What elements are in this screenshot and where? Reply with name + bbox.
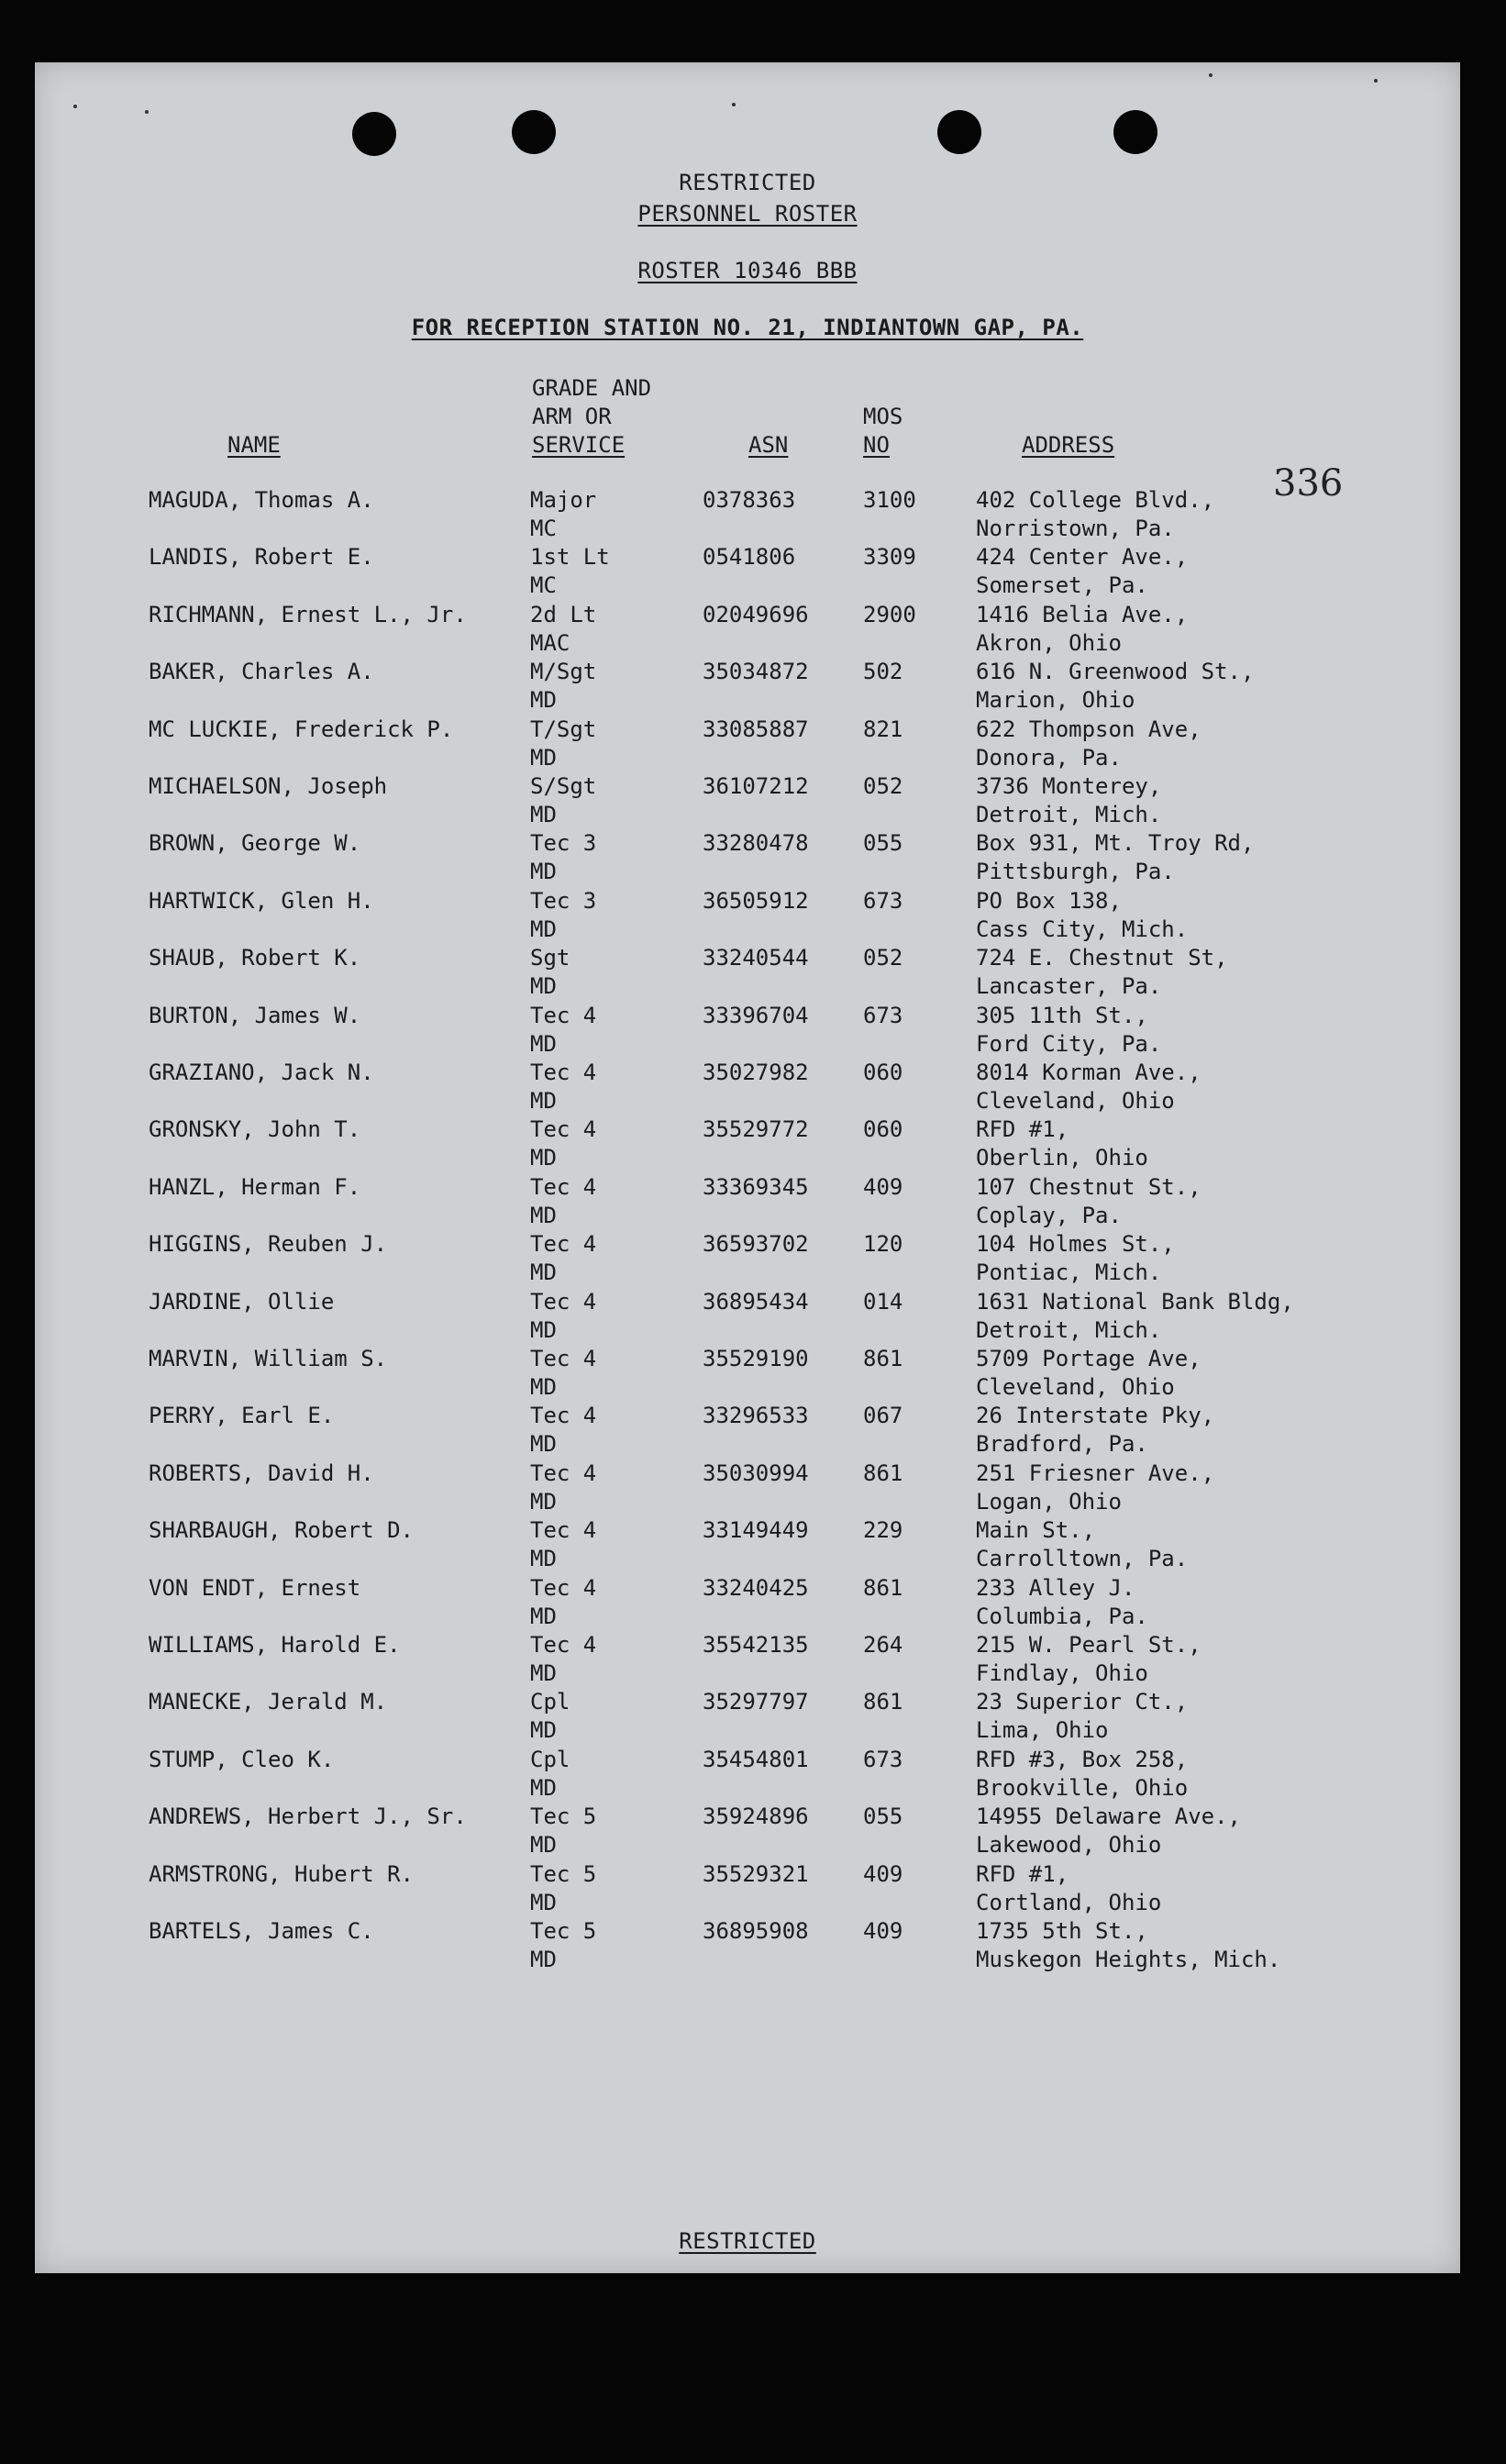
classification-top: RESTRICTED — [679, 170, 816, 195]
address-line2-cell: Marion, Ohio — [976, 687, 1135, 714]
arm-cell: MD — [530, 687, 557, 714]
table-row — [35, 887, 1460, 944]
name-cell: GRONSKY, John T. — [149, 1116, 361, 1143]
grade-cell: Tec 4 — [530, 1574, 597, 1601]
name-cell: RICHMANN, Ernest L., Jr. — [149, 601, 467, 627]
asn-cell: 35529190 — [703, 1346, 809, 1371]
address-line1-cell: 107 Chestnut St., — [976, 1173, 1201, 1200]
mos-cell: 821 — [863, 716, 903, 742]
grade-cell: Cpl — [530, 1689, 570, 1715]
table-row — [35, 1917, 1460, 1974]
grade-cell: Tec 4 — [530, 1403, 597, 1429]
grade-cell: Tec 4 — [530, 1632, 597, 1658]
asn-cell: 35027982 — [703, 1060, 809, 1085]
mos-cell: 264 — [863, 1632, 903, 1658]
name-cell: WILLIAMS, Harold E. — [149, 1632, 401, 1658]
grade-cell: Tec 4 — [530, 1517, 597, 1544]
mos-cell: 409 — [863, 1860, 903, 1887]
name-cell: MICHAELSON, Joseph — [149, 773, 388, 799]
arm-cell: MD — [530, 1488, 557, 1515]
mos-cell: 861 — [863, 1689, 903, 1715]
speck — [1209, 73, 1213, 77]
col-header-mos-1: MOS — [863, 404, 903, 429]
address-line1-cell: 251 Friesner Ave., — [976, 1460, 1215, 1486]
arm-cell: MD — [530, 744, 557, 771]
arm-cell: MD — [530, 1717, 557, 1744]
table-row — [35, 1173, 1460, 1230]
arm-cell: MD — [530, 1088, 557, 1114]
table-row — [35, 1860, 1460, 1917]
address-line1-cell: 402 College Blvd., — [976, 487, 1215, 513]
table-row — [35, 1115, 1460, 1172]
name-cell: MAGUDA, Thomas A. — [149, 487, 374, 513]
table-row — [35, 601, 1460, 658]
address-line1-cell: 616 N. Greenwood St., — [976, 659, 1255, 685]
arm-cell: MC — [530, 516, 557, 541]
arm-cell: MD — [530, 1603, 557, 1629]
mos-cell: 3309 — [863, 544, 916, 571]
mos-cell: 409 — [863, 1173, 903, 1200]
address-line1-cell: 424 Center Ave., — [976, 544, 1189, 571]
name-cell: STUMP, Cleo K. — [149, 1746, 335, 1772]
name-cell: GRAZIANO, Jack N. — [149, 1060, 374, 1085]
address-line1-cell: RFD #3, Box 258, — [976, 1746, 1189, 1772]
mos-cell: 2900 — [863, 601, 916, 627]
address-line2-cell: Pontiac, Mich. — [976, 1260, 1162, 1286]
mos-cell: 673 — [863, 887, 903, 914]
mos-cell: 060 — [863, 1060, 903, 1085]
asn-cell: 33280478 — [703, 830, 809, 857]
address-line2-cell: Lancaster, Pa. — [976, 973, 1162, 1000]
arm-cell: MD — [530, 1947, 557, 1972]
address-line2-cell: Coplay, Pa. — [976, 1202, 1122, 1228]
address-line2-cell: Donora, Pa. — [976, 744, 1122, 771]
grade-cell: Tec 5 — [530, 1918, 597, 1944]
grade-cell: Tec 4 — [530, 1231, 597, 1258]
arm-cell: MD — [530, 1889, 557, 1915]
roster-title: PERSONNEL ROSTER — [637, 201, 858, 227]
asn-cell: 36505912 — [703, 887, 809, 914]
grade-cell: Tec 4 — [530, 1002, 597, 1028]
classification-bottom: RESTRICTED — [679, 2228, 816, 2254]
punch-hole — [352, 112, 396, 156]
grade-cell: Tec 3 — [530, 830, 597, 857]
address-line2-cell: Detroit, Mich. — [976, 802, 1162, 827]
mos-cell: 014 — [863, 1288, 903, 1315]
address-line2-cell: Bradford, Pa. — [976, 1431, 1148, 1458]
grade-cell: 2d Lt — [530, 601, 597, 627]
address-line2-cell: Muskegon Heights, Mich. — [976, 1947, 1281, 1972]
table-row — [35, 543, 1460, 600]
address-line1-cell: 104 Holmes St., — [976, 1231, 1175, 1258]
col-header-grade-1: GRADE AND — [532, 375, 652, 401]
table-row — [35, 1059, 1460, 1115]
arm-cell: MD — [530, 973, 557, 1000]
table-row — [35, 1230, 1460, 1287]
name-cell: HARTWICK, Glen H. — [149, 887, 374, 914]
grade-cell: M/Sgt — [530, 659, 597, 685]
grade-cell: Tec 5 — [530, 1860, 597, 1887]
address-line2-cell: Oberlin, Ohio — [976, 1145, 1148, 1171]
mos-cell: 060 — [863, 1116, 903, 1143]
grade-cell: Tec 4 — [530, 1116, 597, 1143]
document-page — [35, 62, 1460, 2273]
name-cell: BARTELS, James C. — [149, 1918, 374, 1944]
address-line2-cell: Akron, Ohio — [976, 629, 1122, 656]
mos-cell: 409 — [863, 1918, 903, 1944]
address-line2-cell: Logan, Ohio — [976, 1488, 1122, 1515]
arm-cell: MAC — [530, 629, 570, 656]
name-cell: BAKER, Charles A. — [149, 659, 374, 685]
asn-cell: 36107212 — [703, 773, 809, 799]
address-line2-cell: Norristown, Pa. — [976, 516, 1175, 541]
table-row — [35, 1574, 1460, 1631]
asn-cell: 0378363 — [703, 487, 796, 513]
arm-cell: MD — [530, 1546, 557, 1572]
name-cell: BURTON, James W. — [149, 1002, 361, 1028]
arm-cell: MD — [530, 1660, 557, 1686]
table-row — [35, 1688, 1460, 1745]
address-line2-cell: Columbia, Pa. — [976, 1603, 1148, 1629]
address-line2-cell: Cleveland, Ohio — [976, 1374, 1175, 1400]
arm-cell: MD — [530, 1316, 557, 1343]
mos-cell: 120 — [863, 1231, 903, 1258]
name-cell: MC LUCKIE, Frederick P. — [149, 716, 454, 742]
address-line1-cell: 26 Interstate Pky, — [976, 1403, 1215, 1429]
name-cell: SHAUB, Robert K. — [149, 945, 361, 971]
address-line1-cell: 14955 Delaware Ave., — [976, 1804, 1241, 1830]
address-line2-cell: Somerset, Pa. — [976, 572, 1148, 599]
name-cell: ANDREWS, Herbert J., Sr. — [149, 1804, 467, 1830]
grade-cell: Tec 5 — [530, 1804, 597, 1830]
roster-number: ROSTER 10346 BBB — [637, 258, 858, 283]
address-line1-cell: 5709 Portage Ave, — [976, 1346, 1201, 1371]
address-line1-cell: PO Box 138, — [976, 887, 1122, 914]
address-line1-cell: Box 931, Mt. Troy Rd, — [976, 830, 1255, 857]
table-row — [35, 1460, 1460, 1516]
asn-cell: 36593702 — [703, 1231, 809, 1258]
arm-cell: MC — [530, 572, 557, 599]
table-row — [35, 829, 1460, 886]
address-line1-cell: 1735 5th St., — [976, 1918, 1148, 1944]
address-line1-cell: 724 E. Chestnut St, — [976, 945, 1228, 971]
address-line2-cell: Cortland, Ohio — [976, 1889, 1162, 1915]
asn-cell: 33369345 — [703, 1173, 809, 1200]
table-row — [35, 1746, 1460, 1803]
grade-cell: Tec 3 — [530, 887, 597, 914]
col-header-mos-2: NO — [863, 432, 890, 458]
speck — [145, 110, 149, 114]
asn-cell: 35924896 — [703, 1804, 809, 1830]
address-line2-cell: Ford City, Pa. — [976, 1030, 1162, 1057]
address-line1-cell: Main St., — [976, 1517, 1096, 1544]
asn-cell: 0541806 — [703, 544, 796, 571]
mos-cell: 3100 — [863, 487, 916, 513]
table-row — [35, 1516, 1460, 1573]
name-cell: ARMSTRONG, Hubert R. — [149, 1860, 414, 1887]
address-line1-cell: 3736 Monterey, — [976, 773, 1162, 799]
name-cell: JARDINE, Ollie — [149, 1288, 335, 1315]
address-line1-cell: 23 Superior Ct., — [976, 1689, 1189, 1715]
punch-hole — [1113, 110, 1157, 154]
address-line2-cell: Detroit, Mich. — [976, 1316, 1162, 1343]
page-number: 336 — [1273, 462, 1344, 505]
mos-cell: 861 — [863, 1574, 903, 1601]
address-line1-cell: 233 Alley J. — [976, 1574, 1135, 1601]
table-row — [35, 1803, 1460, 1859]
arm-cell: MD — [530, 1260, 557, 1286]
asn-cell: 35529772 — [703, 1116, 809, 1143]
arm-cell: MD — [530, 802, 557, 827]
name-cell: BROWN, George W. — [149, 830, 361, 857]
table-row — [35, 1002, 1460, 1059]
table-row — [35, 1288, 1460, 1345]
address-line1-cell: 1416 Belia Ave., — [976, 601, 1189, 627]
arm-cell: MD — [530, 1030, 557, 1057]
arm-cell: MD — [530, 916, 557, 942]
mos-cell: 861 — [863, 1346, 903, 1371]
mos-cell: 229 — [863, 1517, 903, 1544]
grade-cell: Tec 4 — [530, 1060, 597, 1085]
punch-hole — [512, 110, 556, 154]
grade-cell: Tec 4 — [530, 1346, 597, 1371]
table-row — [35, 1402, 1460, 1459]
table-row — [35, 716, 1460, 772]
address-line2-cell: Pittsburgh, Pa. — [976, 859, 1175, 885]
address-line1-cell: RFD #1, — [976, 1116, 1069, 1143]
mos-cell: 055 — [863, 1804, 903, 1830]
asn-cell: 35297797 — [703, 1689, 809, 1715]
address-line2-cell: Findlay, Ohio — [976, 1660, 1148, 1686]
name-cell: LANDIS, Robert E. — [149, 544, 374, 571]
name-cell: HIGGINS, Reuben J. — [149, 1231, 388, 1258]
mos-cell: 067 — [863, 1403, 903, 1429]
address-line2-cell: Lima, Ohio — [976, 1717, 1109, 1744]
address-line2-cell: Cass City, Mich. — [976, 916, 1189, 942]
grade-cell: Tec 4 — [530, 1460, 597, 1486]
name-cell: MARVIN, William S. — [149, 1346, 388, 1371]
col-header-address: ADDRESS — [1022, 432, 1115, 458]
arm-cell: MD — [530, 859, 557, 885]
arm-cell: MD — [530, 1774, 557, 1801]
name-cell: ROBERTS, David H. — [149, 1460, 374, 1486]
asn-cell: 35542135 — [703, 1632, 809, 1658]
asn-cell: 33149449 — [703, 1517, 809, 1544]
address-line1-cell: 215 W. Pearl St., — [976, 1632, 1201, 1658]
speck — [73, 105, 77, 108]
arm-cell: MD — [530, 1145, 557, 1171]
name-cell: MANECKE, Jerald M. — [149, 1689, 388, 1715]
mos-cell: 052 — [863, 945, 903, 971]
table-row — [35, 772, 1460, 829]
mos-cell: 861 — [863, 1460, 903, 1486]
arm-cell: MD — [530, 1202, 557, 1228]
asn-cell: 36895908 — [703, 1918, 809, 1944]
name-cell: VON ENDT, Ernest — [149, 1574, 361, 1601]
col-header-grade-2: ARM OR — [532, 404, 612, 429]
col-header-name: NAME — [227, 432, 281, 458]
asn-cell: 33240425 — [703, 1574, 809, 1601]
asn-cell: 35034872 — [703, 659, 809, 685]
arm-cell: MD — [530, 1431, 557, 1458]
table-row — [35, 658, 1460, 715]
asn-cell: 35030994 — [703, 1460, 809, 1486]
grade-cell: 1st Lt — [530, 544, 610, 571]
mos-cell: 055 — [863, 830, 903, 857]
mos-cell: 052 — [863, 773, 903, 799]
address-line1-cell: 8014 Korman Ave., — [976, 1060, 1201, 1085]
grade-cell: T/Sgt — [530, 716, 597, 742]
mos-cell: 673 — [863, 1002, 903, 1028]
col-header-asn: ASN — [748, 432, 789, 458]
grade-cell: Tec 4 — [530, 1288, 597, 1315]
address-line1-cell: 1631 National Bank Bldg, — [976, 1288, 1294, 1315]
name-cell: PERRY, Earl E. — [149, 1403, 335, 1429]
address-line1-cell: 622 Thompson Ave, — [976, 716, 1201, 742]
address-line2-cell: Lakewood, Ohio — [976, 1832, 1162, 1859]
speck — [1374, 79, 1378, 83]
asn-cell: 36895434 — [703, 1288, 809, 1315]
address-line1-cell: 305 11th St., — [976, 1002, 1148, 1028]
grade-cell: Cpl — [530, 1746, 570, 1772]
address-line2-cell: Cleveland, Ohio — [976, 1088, 1175, 1114]
arm-cell: MD — [530, 1374, 557, 1400]
punch-hole — [937, 110, 981, 154]
mos-cell: 673 — [863, 1746, 903, 1772]
asn-cell: 33296533 — [703, 1403, 809, 1429]
station-heading: FOR RECEPTION STATION NO. 21, INDIANTOWN GAP, PA. — [411, 315, 1084, 340]
name-cell: HANZL, Herman F. — [149, 1173, 361, 1200]
asn-cell: 33085887 — [703, 716, 809, 742]
table-row — [35, 1345, 1460, 1402]
table-row — [35, 486, 1460, 543]
asn-cell: 33240544 — [703, 945, 809, 971]
arm-cell: MD — [530, 1832, 557, 1859]
grade-cell: Sgt — [530, 945, 570, 971]
asn-cell: 35529321 — [703, 1860, 809, 1887]
table-row — [35, 1631, 1460, 1688]
grade-cell: S/Sgt — [530, 773, 597, 799]
asn-cell: 33396704 — [703, 1002, 809, 1028]
table-row — [35, 944, 1460, 1001]
col-header-grade-3: SERVICE — [532, 432, 626, 458]
grade-cell: Major — [530, 487, 597, 513]
address-line2-cell: Carrolltown, Pa. — [976, 1546, 1189, 1572]
address-line2-cell: Brookville, Ohio — [976, 1774, 1189, 1801]
asn-cell: 02049696 — [703, 601, 809, 627]
name-cell: SHARBAUGH, Robert D. — [149, 1517, 414, 1544]
asn-cell: 35454801 — [703, 1746, 809, 1772]
mos-cell: 502 — [863, 659, 903, 685]
address-line1-cell: RFD #1, — [976, 1860, 1069, 1887]
grade-cell: Tec 4 — [530, 1173, 597, 1200]
speck — [732, 103, 736, 106]
